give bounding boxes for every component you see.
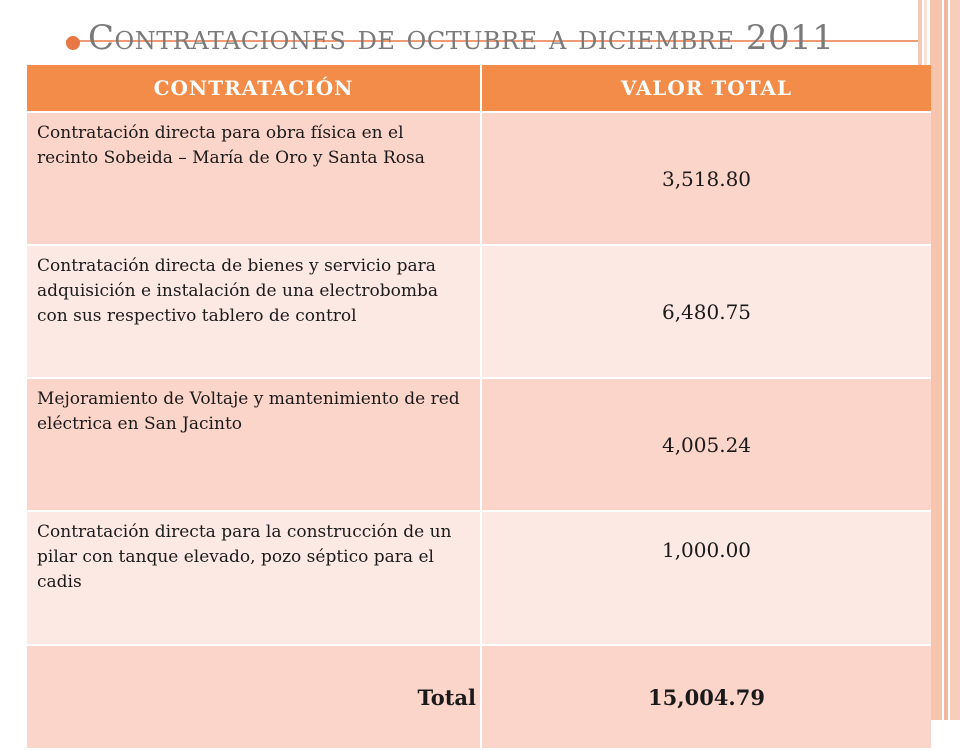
table-row [27,245,931,378]
table-row [27,112,931,245]
row-description: Contratación directa para la construcción de un pilar con tanque elevado, pozo séptico para el cadis [27,511,481,645]
row-description: Mejoramiento de Voltaje y mantenimiento de red eléctrica en San Jacinto [27,378,481,511]
decorative-stripe [930,0,942,720]
row-value: 4,005.24 [481,378,931,511]
table-row [27,511,931,645]
row-description: Contratación directa para obra física en el recinto Sobeida – María de Oro y Santa Rosa [27,112,481,245]
row-value: 3,518.80 [481,112,931,245]
contracts-table [27,65,931,750]
total-row [27,645,931,749]
bullet-dot-icon [66,36,80,50]
row-value: 1,000.00 [481,511,931,645]
total-label: Total [27,645,481,749]
total-value: 15,004.79 [481,645,931,749]
page-title: Contrataciones de octubre a diciembre 2011 [88,18,835,58]
table-header-row [27,65,931,112]
table-row [27,378,931,511]
column-header-valor-total: VALOR TOTAL [481,65,931,112]
column-header-contratacion: CONTRATACIÓN [27,65,481,112]
row-description: Contratación directa de bienes y servicio para adquisición e instalación de una electrobomba con sus respectivo tablero de control [27,245,481,378]
decorative-stripe [950,0,960,720]
row-value: 6,480.75 [481,245,931,378]
decorative-stripe [944,0,948,720]
